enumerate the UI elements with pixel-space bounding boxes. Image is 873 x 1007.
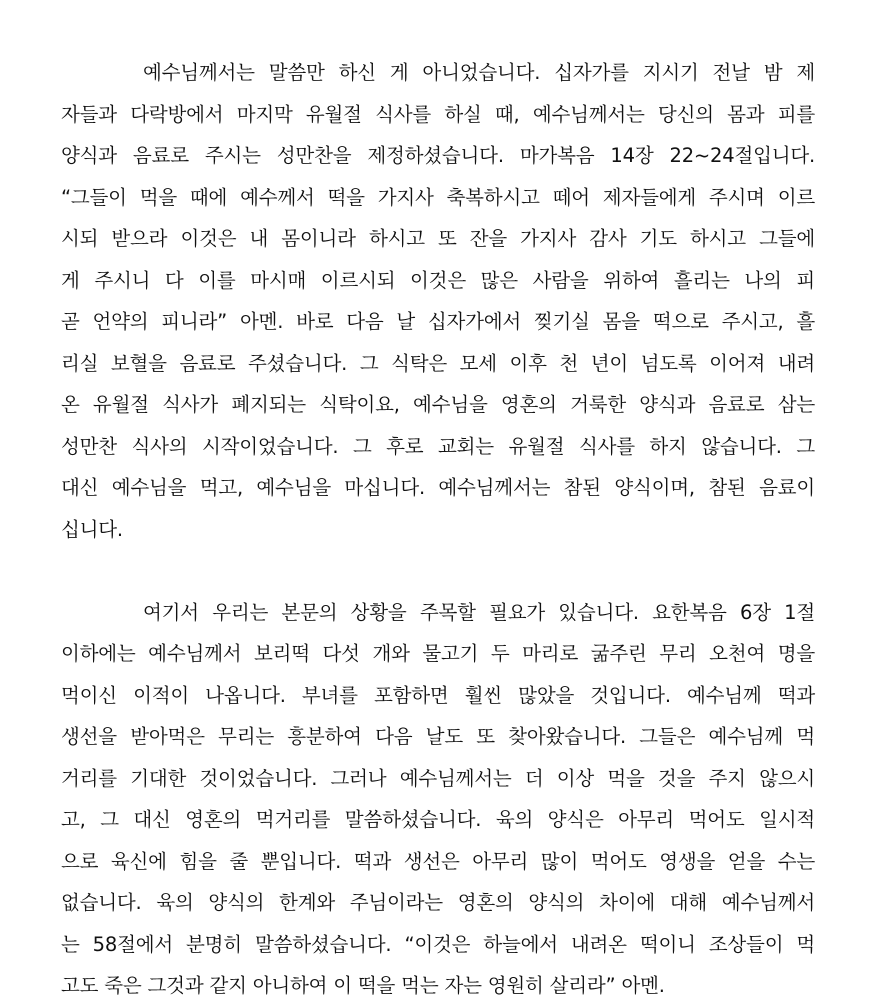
paragraph-line: 대신 예수님을 먹고, 예수님을 마십니다. 예수님께서는 참된 양식이며, 참된 음료이	[61, 476, 815, 499]
paragraph-line: “그들이 먹을 때에 예수께서 떡을 가지사 축복하시고 떼어 제자들에게 주시며 이르	[61, 185, 815, 209]
paragraph-line: 온 유월절 식사가 폐지되는 식탁이요, 예수님을 영혼의 거룩한 양식과 음료로 삼는	[61, 393, 815, 416]
paragraph-line: 자들과 다락방에서 마지막 유월절 식사를 하실 때, 예수님께서는 당신의 몸과 피를	[61, 102, 815, 126]
paragraph-line: 십니다.	[61, 517, 123, 541]
paragraph-line: 생선을 받아먹은 무리는 흥분하여 다음 날도 또 찾아왔습니다. 그들은 예수님께 먹	[61, 725, 815, 748]
paragraph-line: 여기서 우리는 본문의 상황을 주목할 필요가 있습니다. 요한복음 6장 1절	[143, 600, 815, 624]
paragraph-line: 리실 보혈을 음료로 주셨습니다. 그 식탁은 모세 이후 천 년이 넘도록 이어져 내려	[61, 351, 815, 375]
paragraph-gap	[61, 550, 815, 592]
paragraph-1	[61, 52, 815, 550]
document-page	[61, 52, 815, 1007]
paragraph-line: 고, 그 대신 영혼의 먹거리를 말씀하셨습니다. 육의 양식은 아무리 먹어도 일시적	[61, 808, 815, 831]
paragraph-line: 게 주시니 다 이를 마시매 이르시되 이것은 많은 사람을 위하여 흘리는 나의 피	[61, 268, 815, 292]
paragraph-line: 거리를 기대한 것이었습니다. 그러나 예수님께서는 더 이상 먹을 것을 주지 않으시	[61, 766, 815, 790]
paragraph-line: 는 58절에서 분명히 말씀하셨습니다. “이것은 하늘에서 내려온 떡이니 조상들이 먹	[61, 932, 815, 956]
paragraph-line: 양식과 음료로 주시는 성만찬을 제정하셨습니다. 마가복음 14장 22~24절입니다.	[61, 144, 815, 167]
paragraph-line: 먹이신 이적이 나옵니다. 부녀를 포함하면 훨씬 많았을 것입니다. 예수님께 떡과	[61, 683, 815, 707]
paragraph-line: 곧 언약의 피니라” 아멘. 바로 다음 날 십자가에서 찢기실 몸을 떡으로 주시고, 흘	[61, 310, 815, 333]
paragraph-line: 없습니다. 육의 양식의 한계와 주님이라는 영혼의 양식의 차이에 대해 예수님께서	[61, 891, 815, 914]
paragraph-line: 시되 받으라 이것은 내 몸이니라 하시고 또 잔을 가지사 감사 기도 하시고 그들에	[61, 227, 815, 250]
paragraph-line: 으로 육신에 힘을 줄 뿐입니다. 떡과 생선은 아무리 많이 먹어도 영생을 얻을 수는	[61, 849, 815, 873]
paragraph-line: 예수님께서는 말씀만 하신 게 아니었습니다. 십자가를 지시기 전날 밤 제	[143, 61, 815, 84]
paragraph-2	[61, 592, 815, 1007]
paragraph-line: 이하에는 예수님께서 보리떡 다섯 개와 물고기 두 마리로 굶주린 무리 오천여 명을	[61, 642, 815, 665]
paragraph-line: 성만찬 식사의 시작이었습니다. 그 후로 교회는 유월절 식사를 하지 않습니다. 그	[61, 434, 815, 458]
paragraph-line: 고도 죽은 그것과 같지 아니하여 이 떡을 먹는 자는 영원히 살리라” 아멘.	[61, 974, 665, 997]
